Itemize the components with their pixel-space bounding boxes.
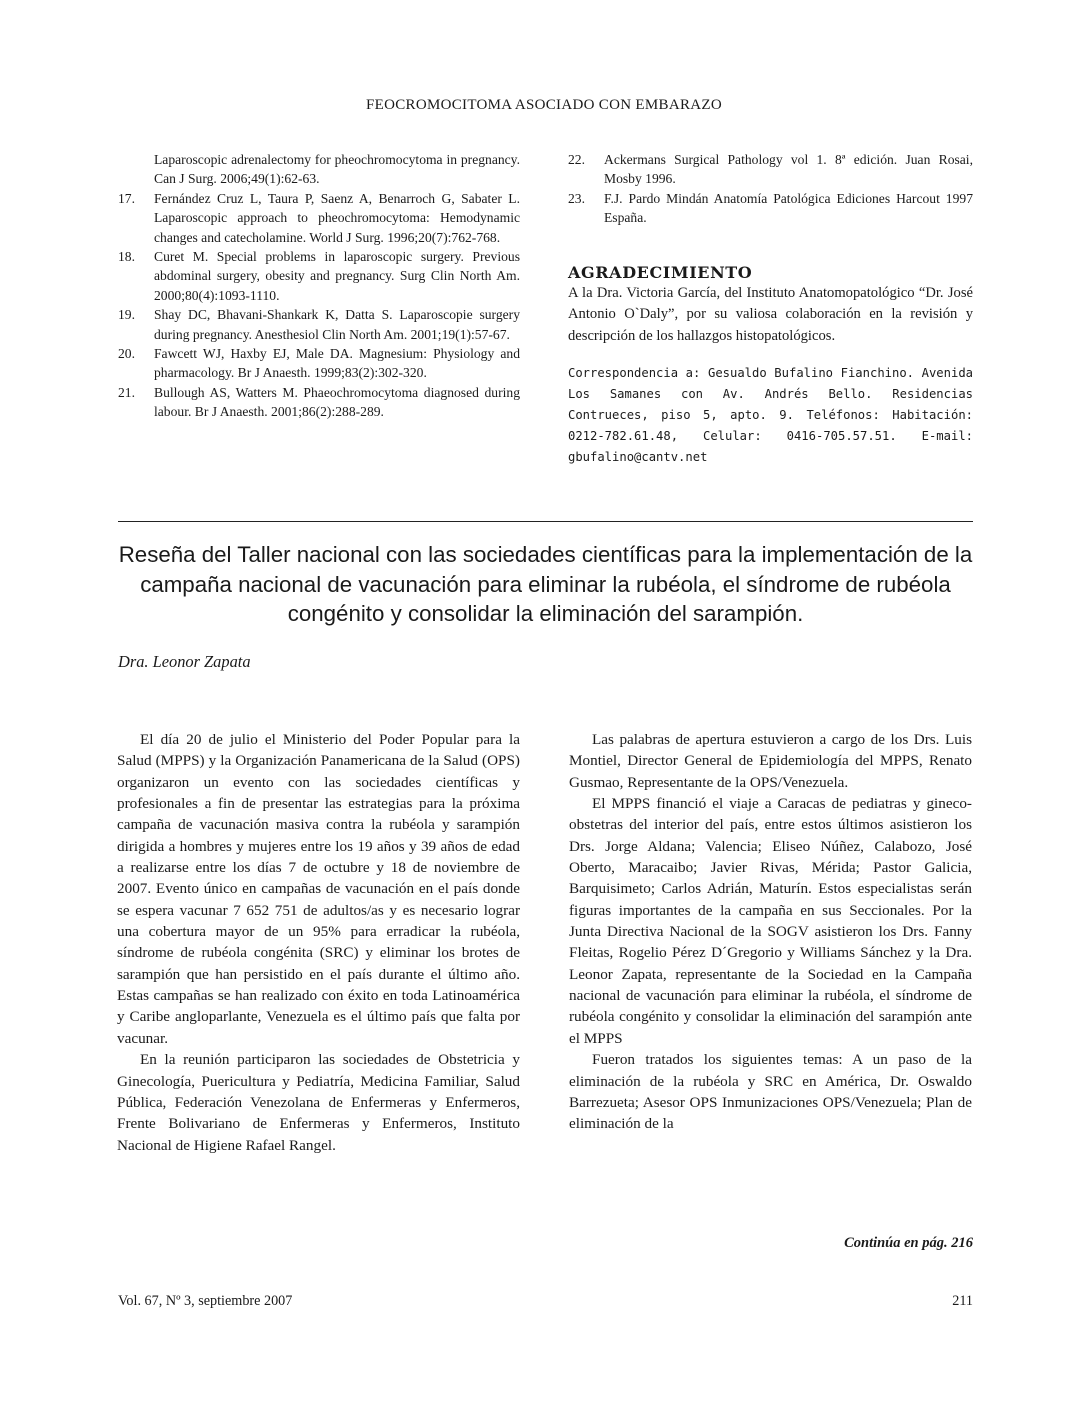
article-author: Dra. Leonor Zapata xyxy=(118,652,251,671)
correspondence-text: Correspondencia a: Gesualdo Bufalino Fianchino. Avenida Los Samanes con Av. Andrés Bello. Residencias Contrueces, piso 5, apto. 9. Teléfonos: Habitación: 0212-782.61.48, Celular: 0416-705.57.51. E-mail: gbufalino@cantv.net xyxy=(568,366,973,465)
reference-number: 22. xyxy=(568,152,585,167)
reference-item xyxy=(118,344,520,383)
body-column-left xyxy=(117,729,520,1156)
reference-item xyxy=(118,189,520,247)
reference-item xyxy=(118,247,520,305)
reference-number: 18. xyxy=(118,249,135,265)
body-paragraph: El MPPS financió el viaje a Caracas de pediatras y gineco-obstetras del interior del país, entre estos últimos asistieron los Drs. Jorge Aldana; Valencia; Eliseo Núñez, Calabozo, José Oberto, Maracaibo; Javier Rivas, Mérida; Pastor Galicia, Barquisimeto; Carlos Adrián, Maturín. Estos especialistas serán figuras importantes de la campaña en sus Seccionales. Por la Junta Directiva Nacional de la SOGV asistieron los Drs. Fanny Fleitas, Rogelio Pérez D´Gregorio y Williams Sánchez y la Dra. Leonor Zapata, representante de la Sociedad en la Campaña nacional de vacunación para eliminar la rubéola, el síndrome de rubéola congénito y consolidar la eliminación del sarampión ante el MPPS xyxy=(569,795,972,1047)
acknowledgement-text: A la Dra. Victoria García, del Instituto Anatomopatológico “Dr. José Antonio O`Daly”, por su valiosa colaboración en la revisión y descripción de los hallazgos histopatológicos. xyxy=(568,284,973,344)
reference-number: 21. xyxy=(118,384,135,400)
reference-text: Shay DC, Bhavani-Shankark K, Datta S. Laparoscopie surgery during pregnancy. Anesthesiol Clin North Am. 2001;19(1):57-67. xyxy=(154,307,520,342)
reference-list-left xyxy=(118,150,520,422)
reference-text: Ackermans Surgical Pathology vol 1. 8ª edición. Juan Rosai, Mosby 1996. xyxy=(604,152,973,187)
body-paragraph: Fueron tratados los siguientes temas: A un paso de la eliminación de la rubéola y SRC en América, Dr. Oswaldo Barrezueta; Asesor OPS Inmunizaciones OPS/Venezuela; Plan de eliminación de la xyxy=(569,1051,972,1133)
reference-item xyxy=(568,150,973,189)
acknowledgement-heading: AGRADECIMIENTO xyxy=(568,262,753,282)
reference-text: F.J. Pardo Mindán Anatomía Patológica Ediciones Harcout 1997 España. xyxy=(604,190,973,226)
reference-item xyxy=(568,189,973,228)
page-number: 211 xyxy=(952,1293,973,1309)
body-column-right xyxy=(569,729,972,1135)
reference-text: Fernández Cruz L, Taura P, Saenz A, Benarroch G, Sabater L. Laparoscopic approach to pheochromocytoma: Hemodynamic changes and catecholamine. World J Surg. 1996;20(7):762-768. xyxy=(154,190,520,245)
reference-number: 23. xyxy=(568,190,585,206)
reference-number: 17. xyxy=(118,190,135,206)
reference-list-right xyxy=(568,150,973,468)
article-title: Reseña del Taller nacional con las sociedades científicas para la implementación de la campaña nacional de vacunación para eliminar la rubéola, el síndrome de rubéola congénito y consolidar la eliminación del sarampión. xyxy=(118,542,973,626)
running-header: FEOCROMOCITOMA ASOCIADO CON EMBARAZO xyxy=(366,97,722,113)
footer-volume: Vol. 67, Nº 3, septiembre 2007 xyxy=(118,1293,293,1309)
reference-text: Curet M. Special problems in laparoscopic surgery. Previous abdominal surgery, obesity and pregnancy. Surg Clin North Am. 2000;80(4):1093-1110. xyxy=(154,249,520,303)
body-paragraph: En la reunión participaron las sociedades de Obstetricia y Ginecología, Puericultura y Pediatría, Medicina Familiar, Salud Pública, Federación Venezolana de Enfermeras y Enfermeros, Frente Bolivariano de Enfermeras y Enfermeros, Instituto Nacional de Higiene Rafael Rangel. xyxy=(117,1051,520,1154)
reference-number: 19. xyxy=(118,307,135,323)
reference-number: 20. xyxy=(118,346,135,362)
continued-note: Continúa en pág. 216 xyxy=(844,1235,973,1251)
reference-item xyxy=(118,383,520,422)
body-paragraph: El día 20 de julio el Ministerio del Poder Popular para la Salud (MPPS) y la Organización Panamericana de la Salud (OPS) organizaron un evento con las sociedades científicas y profesionales a fin de presentar las estrategias para la próxima campaña de vacunación masiva contra la rubéola y sarampión dirigida a hombres y mujeres entre los 19 años y 39 años de edad a realizarse entre los días 7 de octubre y 18 de noviembre de 2007. Evento único en campañas de vacunación en el país donde se espera vacunar 7 652 751 de adultos/as y es necesario lograr una cobertura mayor de un 95% para erradicar la rubéola, síndrome de rubéola congénita (SRC) y eliminar los brotes de sarampión que han persistido en el país durante el último año. Estas campañas se han realizado con éxito en toda Latinoamérica y Caribe angloparlante, Venezuela es el último país que falta por vacunar. xyxy=(117,731,520,1047)
reference-text: Bullough AS, Watters M. Phaeochromocytoma diagnosed during labour. Br J Anaesth. 2001;86(2):288-289. xyxy=(154,384,520,420)
reference-item xyxy=(118,150,520,189)
reference-text: Laparoscopic adrenalectomy for pheochromocytoma in pregnancy. Can J Surg. 2006;49(1):62-63. xyxy=(154,152,520,187)
section-divider xyxy=(118,521,973,522)
reference-text: Fawcett WJ, Haxby EJ, Male DA. Magnesium: Physiology and pharmacology. Br J Anaesth. 1999;83(2):302-320. xyxy=(154,346,520,381)
reference-item xyxy=(118,305,520,344)
body-paragraph: Las palabras de apertura estuvieron a cargo de los Drs. Luis Montiel, Director General de Epidemiología del MPPS, Renato Gusmao, Representante de la OPS/Venezuela. xyxy=(569,731,972,791)
